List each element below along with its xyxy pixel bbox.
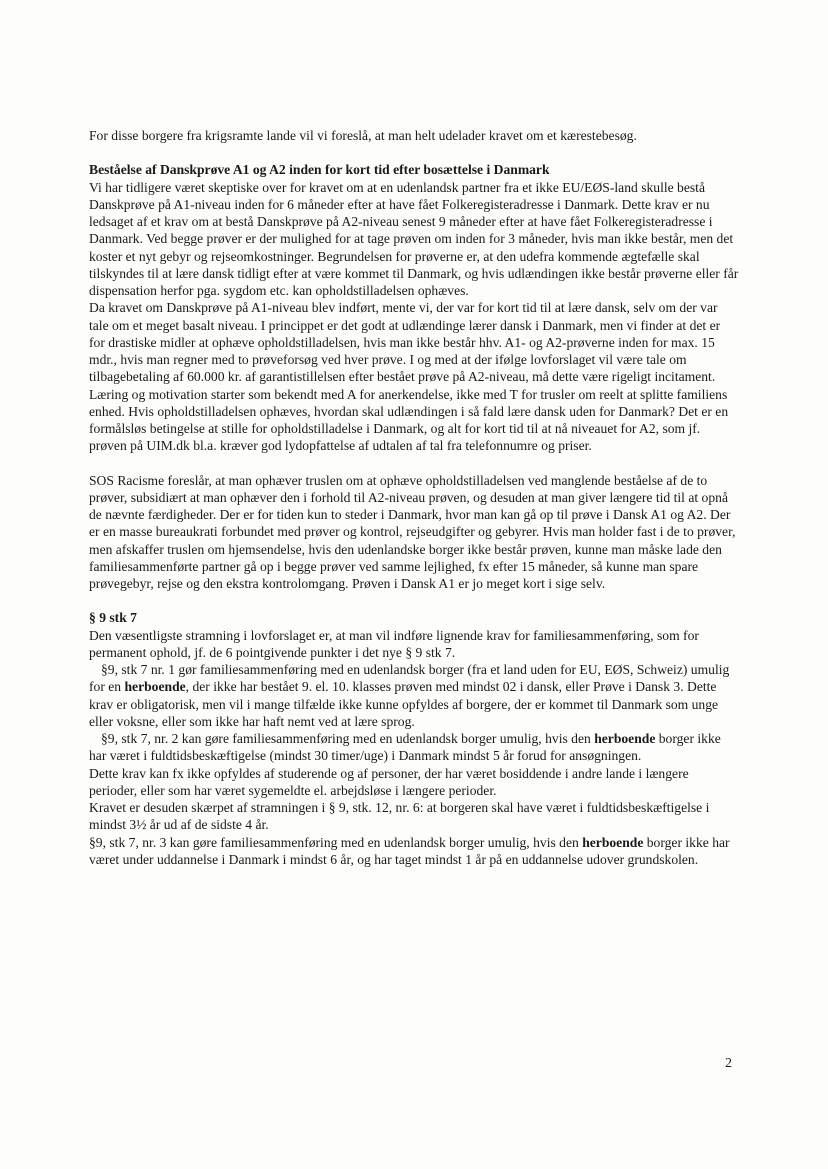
section-heading-danskprove: Beståelse af Danskprøve A1 og A2 inden for kort tid efter bosættelse i Danmark	[89, 162, 550, 178]
paragraph-nr-2-note-1: Dette krav kan fx ikke opfyldes af studerende og af personer, der har været bosiddende i andre lande i længere perioder, eller som har været sygemeldte el. arbejdsløse i længere perioder.	[89, 765, 689, 798]
paragraph-nr-2-note-2: Kravet er desuden skærpet af stramningen i § 9, stk. 12, nr. 6: at borgeren skal have været i fuldtidsbeskæftigelse i mindst 3½ år ud af de sidste 4 år.	[89, 800, 710, 833]
paragraph-nr-2	[89, 730, 739, 765]
paragraph-nr-3	[89, 834, 739, 869]
paragraph-danskprove-background: Vi har tidligere været skeptiske over for kravet om at en udenlandsk partner fra et ikke EU/EØS-land skulle bestå Danskprøve på A1-niveau inden for 6 måneder efter at have fået Folkeregisteradresse i Danmark. Dette krav er nu ledsaget af et krav om at bestå Danskprøve på A2-niveau senest 9 måneder efter at have fået Folkeregisteradresse i Danmark. Ved begge prøver er der mulighed for at tage prøven om inden for 3 måneder, hvis man ikke består, men det koster et nyt gebyr og rejseomkostninger. Begrundelsen for prøverne er, at den udefra kommende ægtefælle skal tilskyndes til at lære dansk tidligt efter at være kommet til Danmark, og hvis udlændingen ikke består prøverne eller får dispensation herfor pga. sygdom etc. kan opholdstilladelsen ophæves.	[89, 179, 739, 298]
paragraph-danskprove-critique: Da kravet om Danskprøve på A1-niveau blev indført, mente vi, der var for kort tid til at lære dansk, selv om der var tale om et meget basalt niveau. I princippet er det godt at udlændinge lærer dansk i Danmark, men vi finder at det er for drastiske midler at ophæve opholdstilladelsen, hvis man ikke består hhv. A1- og A2-prøverne inden for max. 15 mdr., hvis man regner med to prøveforsøg ved hver prøve. I og med at der ifølge lovforslaget vil være tale om tilbagebetaling af 60.000 kr. af garantistillelsen efter bestået prøve på A2-niveau, må dette være rigeligt incitament. Læring og motivation starter som bekendt med A for anerkendelse, ikke med T for trusler om reelt at splitte familiens enhed. Hvis opholdstilladelsen ophæves, hvordan skal udlændingen i så fald lære dansk uden for Danmark? Det er en formålsløs betingelse at stille for opholdstilladelse i Danmark, og alt for kort tid til at nå niveauet for A2, som jf. prøven på UIM.dk bl.a. kræver god lydopfattelse af udtalen af tal fra telefonnumre og priser.	[89, 300, 729, 454]
intro-paragraph: For disse borgere fra krigsramte lande vil vi foreslå, at man helt udelader kravet om et kærestebesøg.	[89, 128, 637, 143]
nr-3-bold-term: herboende	[582, 834, 644, 850]
section-heading-paragraf-9: § 9 stk 7	[89, 610, 137, 626]
nr-2-text-end: borger ikke har været i fuldtidsbeskæftigelse (mindst 30 timer/uge) i Danmark mindst 5 år forud for ansøgningen.	[89, 731, 721, 764]
nr-1-text-end: , der ikke har bestået 9. el. 10. klasses prøven med mindst 02 i dansk, eller Prøve i Dansk 3. Dette krav er obligatorisk, men vil i mange tilfælde ikke kunne opfyldes af borgere, der er kommet til Danmark som unge eller voksne, eller som ikke har haft nemt ved at lære sprog.	[89, 679, 719, 729]
paragraph-paragraf-9-intro: Den væsentligste stramning i lovforslaget er, at man vil indføre lignende krav for familiesammenføring, som for permanent ophold, jf. de 6 pointgivende punkter i det nye § 9 stk 7.	[89, 627, 699, 660]
nr-3-text-end: borger ikke har været under uddannelse i Danmark i mindst 6 år, og har taget mindst 1 år på en uddannelse udover grundskolen.	[89, 834, 730, 867]
nr-2-bold-term: herboende	[594, 731, 656, 746]
document-body	[89, 127, 739, 868]
paragraph-sos-racisme-proposal: SOS Racisme foreslår, at man ophæver truslen om at ophæve opholdstilladelsen ved manglende beståelse af de to prøver, subsidiært at man ophæver den i forhold til A2-niveau prøven, og desuden at man giver længere tid til at opnå de nævnte færdigheder. Der er for tiden kun to steder i Danmark, hvor man kan gå op til prøve i Dansk A1 og A2. Der er en masse bureaukrati forbundet med prøver og kontrol, rejseudgifter og gebyrer. Hvis man holder fast i de to prøver, men afskaffer truslen om hjemsendelse, hvis den udenlandske borger ikke består prøven, kunne man måske lade den familiesammenførte partner gå op i begge prøver ved samme lejlighed, fx efter 15 måneder, så kunne man spare prøvegebyr, rejse og den ekstra kontrolomgang. Prøven i Dansk A1 er jo meget kort i sige selv.	[89, 472, 736, 591]
page-number: 2	[725, 1056, 732, 1071]
paragraph-gap	[89, 144, 739, 161]
paragraph-gap	[89, 592, 739, 609]
paragraph-nr-1	[89, 661, 739, 730]
nr-2-text-start: §9, stk 7, nr. 2 kan gøre familiesammenføring med en udenlandsk borger umulig, hvis den	[101, 731, 595, 746]
nr-1-bold-term: herboende	[124, 679, 186, 695]
paragraph-gap	[89, 455, 739, 472]
nr-3-text-start: §9, stk 7, nr. 3 kan gøre familiesammenføring med en udenlandsk borger umulig, hvis den	[89, 834, 583, 850]
nr-1-text-start: §9, stk 7 nr. 1 gør familiesammenføring med en udenlandsk borger (fra et land uden for EU, EØS, Schweiz) umulig for en	[89, 662, 730, 695]
